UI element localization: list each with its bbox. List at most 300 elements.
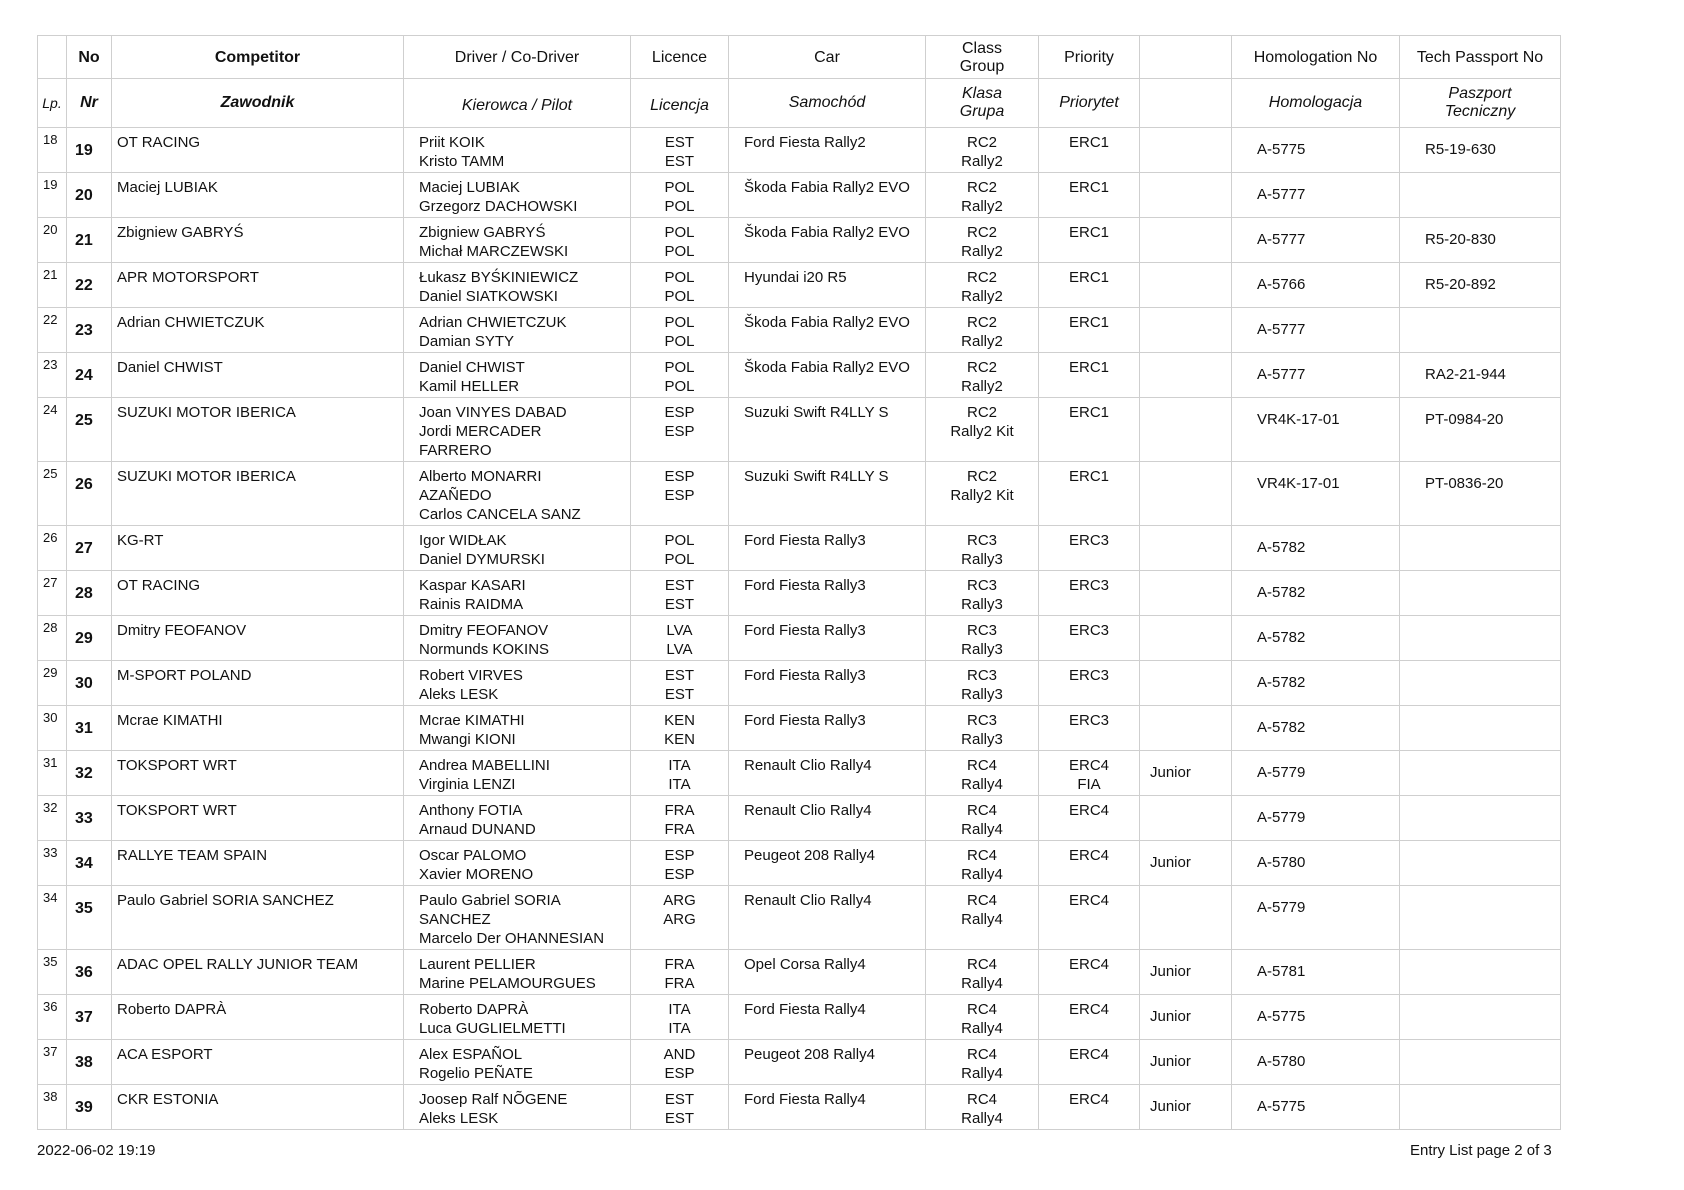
entry-drivers-line: Oscar PALOMO (419, 847, 527, 864)
entry-licence (631, 128, 729, 173)
entry-nr: 36 (67, 950, 112, 995)
entry-nr: 31 (67, 706, 112, 751)
entry-homologation: VR4K-17-01 (1232, 398, 1400, 462)
entry-homologation: A-5775 (1232, 1085, 1400, 1130)
entry-licence (631, 308, 729, 353)
entry-priority-line: ERC4 (1068, 802, 1109, 819)
header-homologation: Homologation No (1232, 36, 1400, 79)
entry-licence-line: EST (664, 577, 695, 594)
entry-licence-line: POL (664, 179, 695, 196)
entry-class (926, 308, 1039, 353)
entry-drivers-line: Rainis RAIDMA (419, 596, 524, 613)
entry-passport (1400, 1040, 1561, 1085)
entry-drivers-line: Marcelo Der OHANNESIAN (419, 930, 605, 947)
table-row (38, 308, 1561, 353)
header-row-polish (38, 79, 1561, 128)
entry-competitor: KG-RT (112, 526, 404, 571)
entry-priority-line: ERC3 (1068, 577, 1109, 594)
entry-drivers-line: Damian SYTY (419, 333, 515, 350)
entry-class-line: Rally3 (961, 686, 1003, 703)
entry-priority-line: ERC4 (1068, 757, 1109, 774)
entry-class (926, 128, 1039, 173)
entry-licence-line: ITA (668, 757, 691, 774)
entry-competitor: Zbigniew GABRYŚ (112, 218, 404, 263)
entry-junior (1140, 796, 1232, 841)
entry-competitor: Daniel CHWIST (112, 353, 404, 398)
header-passport: Tech Passport No (1400, 36, 1561, 79)
entry-priority (1039, 462, 1140, 526)
entry-nr: 37 (67, 995, 112, 1040)
entry-homologation: A-5782 (1232, 616, 1400, 661)
entry-nr: 39 (67, 1085, 112, 1130)
entry-licence (631, 526, 729, 571)
entry-competitor: CKR ESTONIA (112, 1085, 404, 1130)
header-no: No (67, 36, 112, 79)
entry-priority-line: ERC1 (1068, 179, 1109, 196)
entry-car: Ford Fiesta Rally3 (729, 661, 926, 706)
entry-lp: 29 (38, 661, 67, 706)
entry-car: Škoda Fabia Rally2 EVO (729, 353, 926, 398)
entry-licence (631, 751, 729, 796)
entry-priority-line: ERC4 (1068, 847, 1109, 864)
entry-car: Peugeot 208 Rally4 (729, 841, 926, 886)
entry-lp: 22 (38, 308, 67, 353)
entry-class (926, 353, 1039, 398)
table-row (38, 886, 1561, 950)
entry-class (926, 218, 1039, 263)
entry-priority (1039, 218, 1140, 263)
header-lp (38, 36, 67, 79)
entry-lp: 26 (38, 526, 67, 571)
entry-class (926, 886, 1039, 950)
entry-priority (1039, 571, 1140, 616)
entry-passport (1400, 995, 1561, 1040)
entry-priority-line: ERC3 (1068, 532, 1109, 549)
entry-drivers-line: Mwangi KIONI (419, 731, 516, 748)
entry-class-line: Rally3 (961, 641, 1003, 658)
table-row (38, 353, 1561, 398)
entry-drivers-line: AZAÑEDO (419, 487, 492, 504)
entry-passport (1400, 526, 1561, 571)
entry-class-line: RC2 (966, 269, 997, 286)
entry-nr: 29 (67, 616, 112, 661)
entry-nr: 23 (67, 308, 112, 353)
entry-licence (631, 661, 729, 706)
entry-drivers-line: Aleks LESK (419, 1110, 499, 1127)
entry-licence-line: EST (664, 667, 695, 684)
entry-class-line: Rally4 (961, 911, 1003, 928)
entry-class (926, 751, 1039, 796)
entry-licence-line: FRA (664, 802, 695, 819)
entry-priority-line: FIA (1077, 776, 1101, 793)
entry-priority-line: ERC1 (1068, 269, 1109, 286)
entry-lp: 19 (38, 173, 67, 218)
entry-class-line: Rally4 (961, 1110, 1003, 1127)
entry-competitor: SUZUKI MOTOR IBERICA (112, 462, 404, 526)
entry-car: Renault Clio Rally4 (729, 796, 926, 841)
entry-passport (1400, 1085, 1561, 1130)
entry-passport (1400, 173, 1561, 218)
entry-class (926, 841, 1039, 886)
entry-junior: Junior (1140, 1040, 1232, 1085)
entry-junior: Junior (1140, 751, 1232, 796)
entry-drivers-line: Michał MARCZEWSKI (419, 243, 569, 260)
table-row (38, 128, 1561, 173)
entry-licence-line: POL (664, 532, 695, 549)
entry-licence-line: ARG (663, 911, 696, 928)
entry-priority-line: ERC3 (1068, 712, 1109, 729)
table-row (38, 661, 1561, 706)
entry-drivers (404, 995, 631, 1040)
entry-licence (631, 706, 729, 751)
table-row (38, 526, 1561, 571)
entry-homologation: A-5779 (1232, 751, 1400, 796)
entry-junior (1140, 462, 1232, 526)
entry-licence-line: ESP (664, 404, 695, 421)
header-car: Car (729, 36, 926, 79)
entry-priority (1039, 308, 1140, 353)
entry-drivers-line: Andrea MABELLINI (419, 757, 550, 774)
entry-priority-line: ERC4 (1068, 892, 1109, 909)
entry-competitor: ACA ESPORT (112, 1040, 404, 1085)
entry-class-line: RC2 (966, 134, 997, 151)
entry-drivers-line: Maciej LUBIAK (419, 179, 520, 196)
entry-priority (1039, 128, 1140, 173)
entry-class-line: RC4 (966, 1091, 997, 1108)
entry-nr: 28 (67, 571, 112, 616)
entry-junior (1140, 526, 1232, 571)
entry-class (926, 616, 1039, 661)
entry-licence-line: ITA (668, 776, 691, 793)
entry-class-line: Rally2 Kit (950, 487, 1014, 504)
entry-drivers (404, 526, 631, 571)
entry-car: Suzuki Swift R4LLY S (729, 398, 926, 462)
entry-class-line: RC4 (966, 892, 997, 909)
entry-drivers-line: Dmitry FEOFANOV (419, 622, 549, 639)
entry-lp: 21 (38, 263, 67, 308)
table-row (38, 950, 1561, 995)
entry-priority-line: ERC1 (1068, 314, 1109, 331)
entry-lp: 34 (38, 886, 67, 950)
entry-class-line: Rally2 (961, 198, 1003, 215)
entry-list-table (37, 35, 1561, 1130)
entry-priority-line: ERC4 (1068, 1001, 1109, 1018)
entry-junior (1140, 263, 1232, 308)
entry-licence-line: POL (664, 288, 695, 305)
entry-drivers-line: Jordi MERCADER (419, 423, 542, 440)
entry-class-line: RC3 (966, 622, 997, 639)
entry-drivers-line: Alex ESPAÑOL (419, 1046, 523, 1063)
table-row (38, 462, 1561, 526)
entry-drivers (404, 308, 631, 353)
entry-competitor: Paulo Gabriel SORIA SANCHEZ (112, 886, 404, 950)
entry-passport: PT-0836-20 (1400, 462, 1561, 526)
entry-priority-line: ERC4 (1068, 956, 1109, 973)
entry-licence (631, 1085, 729, 1130)
entry-car: Renault Clio Rally4 (729, 886, 926, 950)
entry-licence-line: ARG (663, 892, 696, 909)
entry-licence (631, 950, 729, 995)
entry-priority (1039, 841, 1140, 886)
entry-passport (1400, 571, 1561, 616)
entry-licence (631, 571, 729, 616)
entry-class-line: Rally4 (961, 776, 1003, 793)
header-driver-pl: Kierowca / Pilot (404, 79, 631, 128)
entry-car: Renault Clio Rally4 (729, 751, 926, 796)
table-row (38, 1040, 1561, 1085)
entry-passport (1400, 616, 1561, 661)
entry-drivers-line: Adrian CHWIETCZUK (419, 314, 567, 331)
entry-car: Hyundai i20 R5 (729, 263, 926, 308)
entry-licence-line: LVA (666, 622, 693, 639)
entry-licence-line: KEN (664, 712, 695, 729)
entry-homologation: A-5779 (1232, 886, 1400, 950)
entry-nr: 34 (67, 841, 112, 886)
entry-lp: 33 (38, 841, 67, 886)
entry-class-line: RC2 (966, 468, 997, 485)
entry-licence-line: EST (664, 596, 695, 613)
entry-class (926, 173, 1039, 218)
entry-passport: PT-0984-20 (1400, 398, 1561, 462)
entry-licence-line: ESP (664, 468, 695, 485)
entry-class (926, 526, 1039, 571)
entry-competitor: APR MOTORSPORT (112, 263, 404, 308)
entry-passport: R5-20-830 (1400, 218, 1561, 263)
entry-drivers (404, 398, 631, 462)
entry-licence-line: POL (664, 224, 695, 241)
entry-competitor: Dmitry FEOFANOV (112, 616, 404, 661)
entry-class-line: RC3 (966, 532, 997, 549)
entry-lp: 37 (38, 1040, 67, 1085)
entry-competitor: M-SPORT POLAND (112, 661, 404, 706)
header-priority-pl: Priorytet (1039, 79, 1140, 128)
entry-car: Ford Fiesta Rally3 (729, 706, 926, 751)
entry-lp: 30 (38, 706, 67, 751)
table-row (38, 571, 1561, 616)
entry-homologation: A-5782 (1232, 661, 1400, 706)
header-homologation-pl: Homologacja (1232, 79, 1400, 128)
entry-drivers (404, 263, 631, 308)
entry-homologation: A-5781 (1232, 950, 1400, 995)
entry-junior (1140, 308, 1232, 353)
entry-class-line: Rally2 (961, 153, 1003, 170)
entry-drivers-line: Luca GUGLIELMETTI (419, 1020, 566, 1037)
header-class-line: Class (961, 40, 1002, 57)
entry-junior (1140, 661, 1232, 706)
entry-passport: R5-20-892 (1400, 263, 1561, 308)
entry-licence (631, 218, 729, 263)
entry-drivers (404, 571, 631, 616)
entry-drivers-line: Igor WIDŁAK (419, 532, 507, 549)
entry-drivers-line: Zbigniew GABRYŚ (419, 224, 546, 241)
entry-passport (1400, 661, 1561, 706)
entry-competitor: Roberto DAPRÀ (112, 995, 404, 1040)
table-row (38, 751, 1561, 796)
entry-priority-line: ERC1 (1068, 134, 1109, 151)
entry-drivers-line: Joosep Ralf NÕGENE (419, 1091, 568, 1108)
entry-licence-line: ESP (664, 847, 695, 864)
entry-class (926, 661, 1039, 706)
entry-drivers-line: Virginia LENZI (419, 776, 516, 793)
entry-drivers-line: Joan VINYES DABAD (419, 404, 567, 421)
entry-licence-line: FRA (664, 975, 695, 992)
entry-drivers-line: Kamil HELLER (419, 378, 520, 395)
entry-junior: Junior (1140, 841, 1232, 886)
table-row (38, 398, 1561, 462)
entry-licence-line: POL (664, 198, 695, 215)
entry-class-line: RC4 (966, 757, 997, 774)
header-lp-pl: Lp. (38, 79, 67, 128)
entry-class (926, 1085, 1039, 1130)
entry-class-line: RC4 (966, 847, 997, 864)
entry-class (926, 571, 1039, 616)
entry-drivers-line: FARRERO (419, 442, 492, 459)
header-driver: Driver / Co-Driver (404, 36, 631, 79)
entry-passport (1400, 706, 1561, 751)
entry-drivers-line: Alberto MONARRI (419, 468, 542, 485)
entry-licence (631, 841, 729, 886)
entry-lp: 36 (38, 995, 67, 1040)
entry-licence-line: POL (664, 333, 695, 350)
table-row (38, 263, 1561, 308)
entry-drivers (404, 950, 631, 995)
entry-class (926, 995, 1039, 1040)
entry-junior (1140, 706, 1232, 751)
entry-priority (1039, 796, 1140, 841)
entry-licence-line: EST (664, 134, 695, 151)
entry-competitor: Mcrae KIMATHI (112, 706, 404, 751)
entry-lp: 28 (38, 616, 67, 661)
entry-licence (631, 796, 729, 841)
entry-nr: 30 (67, 661, 112, 706)
entry-competitor: Maciej LUBIAK (112, 173, 404, 218)
entry-homologation: A-5766 (1232, 263, 1400, 308)
entry-junior (1140, 398, 1232, 462)
entry-drivers-line: Kaspar KASARI (419, 577, 526, 594)
entry-drivers-line: Grzegorz DACHOWSKI (419, 198, 578, 215)
header-group-line-pl: Grupa (959, 103, 1005, 120)
entry-drivers-line: Carlos CANCELA SANZ (419, 506, 581, 523)
entry-class (926, 796, 1039, 841)
entry-lp: 38 (38, 1085, 67, 1130)
entry-licence (631, 462, 729, 526)
entry-licence-line: ESP (664, 423, 695, 440)
entry-licence-line: ESP (664, 487, 695, 504)
entry-class (926, 263, 1039, 308)
header-passport-pl (1400, 79, 1561, 128)
entry-priority-line: ERC4 (1068, 1046, 1109, 1063)
entry-licence-line: POL (664, 551, 695, 568)
entry-drivers (404, 616, 631, 661)
entry-class-line: RC4 (966, 1001, 997, 1018)
entry-licence (631, 886, 729, 950)
entry-licence-line: ESP (664, 866, 695, 883)
entry-class-line: Rally4 (961, 1065, 1003, 1082)
entry-competitor: Adrian CHWIETCZUK (112, 308, 404, 353)
entry-drivers-line: Marine PELAMOURGUES (419, 975, 596, 992)
footer-timestamp: 2022-06-02 19:19 (37, 1142, 156, 1159)
entry-class-line: RC3 (966, 577, 997, 594)
entry-drivers (404, 128, 631, 173)
entry-class-line: Rally2 Kit (950, 423, 1014, 440)
entry-car: Ford Fiesta Rally3 (729, 571, 926, 616)
header-passport-line2-pl: Tecniczny (1444, 103, 1516, 120)
entry-homologation: VR4K-17-01 (1232, 462, 1400, 526)
header-passport-line1-pl: Paszport (1448, 85, 1512, 102)
entry-homologation: A-5777 (1232, 218, 1400, 263)
footer-page-number: Entry List page 2 of 3 (1410, 1142, 1552, 1159)
table-row (38, 995, 1561, 1040)
entry-class (926, 950, 1039, 995)
entry-competitor: OT RACING (112, 571, 404, 616)
entry-class (926, 462, 1039, 526)
entry-homologation: A-5777 (1232, 173, 1400, 218)
header-competitor-pl: Zawodnik (112, 79, 404, 128)
entry-junior (1140, 218, 1232, 263)
entry-class-line: Rally3 (961, 551, 1003, 568)
entry-drivers-line: Anthony FOTIA (419, 802, 523, 819)
entry-drivers-line: SANCHEZ (419, 911, 491, 928)
header-licence-pl: Licencja (631, 79, 729, 128)
header-class-line-pl: Klasa (961, 85, 1003, 102)
entry-lp: 27 (38, 571, 67, 616)
header-class-pl (926, 79, 1039, 128)
entry-passport (1400, 950, 1561, 995)
entry-drivers (404, 796, 631, 841)
entry-competitor: SUZUKI MOTOR IBERICA (112, 398, 404, 462)
entry-homologation: A-5775 (1232, 995, 1400, 1040)
entry-homologation: A-5782 (1232, 571, 1400, 616)
entry-passport: R5-19-630 (1400, 128, 1561, 173)
entry-licence-line: POL (664, 359, 695, 376)
entry-passport (1400, 751, 1561, 796)
entry-priority (1039, 526, 1140, 571)
entry-class-line: RC4 (966, 802, 997, 819)
entry-class-line: Rally2 (961, 243, 1003, 260)
entry-priority (1039, 173, 1140, 218)
entry-car: Škoda Fabia Rally2 EVO (729, 308, 926, 353)
entry-car: Ford Fiesta Rally3 (729, 616, 926, 661)
entry-licence-line: FRA (664, 821, 695, 838)
entry-drivers (404, 353, 631, 398)
entry-priority (1039, 995, 1140, 1040)
entry-priority (1039, 950, 1140, 995)
header-row-english (38, 36, 1561, 79)
entry-priority (1039, 353, 1140, 398)
entry-competitor: TOKSPORT WRT (112, 751, 404, 796)
entry-drivers (404, 218, 631, 263)
header-junior (1140, 36, 1232, 79)
entry-lp: 23 (38, 353, 67, 398)
entry-priority (1039, 398, 1140, 462)
header-class (926, 36, 1039, 79)
entry-priority-line: ERC1 (1068, 468, 1109, 485)
entry-drivers (404, 841, 631, 886)
entry-junior: Junior (1140, 995, 1232, 1040)
entry-nr: 35 (67, 886, 112, 950)
entry-priority (1039, 263, 1140, 308)
entry-passport (1400, 841, 1561, 886)
entry-licence (631, 263, 729, 308)
entry-lp: 35 (38, 950, 67, 995)
entry-homologation: A-5775 (1232, 128, 1400, 173)
header-nr-pl: Nr (67, 79, 112, 128)
entry-nr: 20 (67, 173, 112, 218)
entry-car: Škoda Fabia Rally2 EVO (729, 218, 926, 263)
entry-nr: 19 (67, 128, 112, 173)
entry-licence-line: EST (664, 1091, 695, 1108)
entry-drivers-line: Xavier MORENO (419, 866, 534, 883)
